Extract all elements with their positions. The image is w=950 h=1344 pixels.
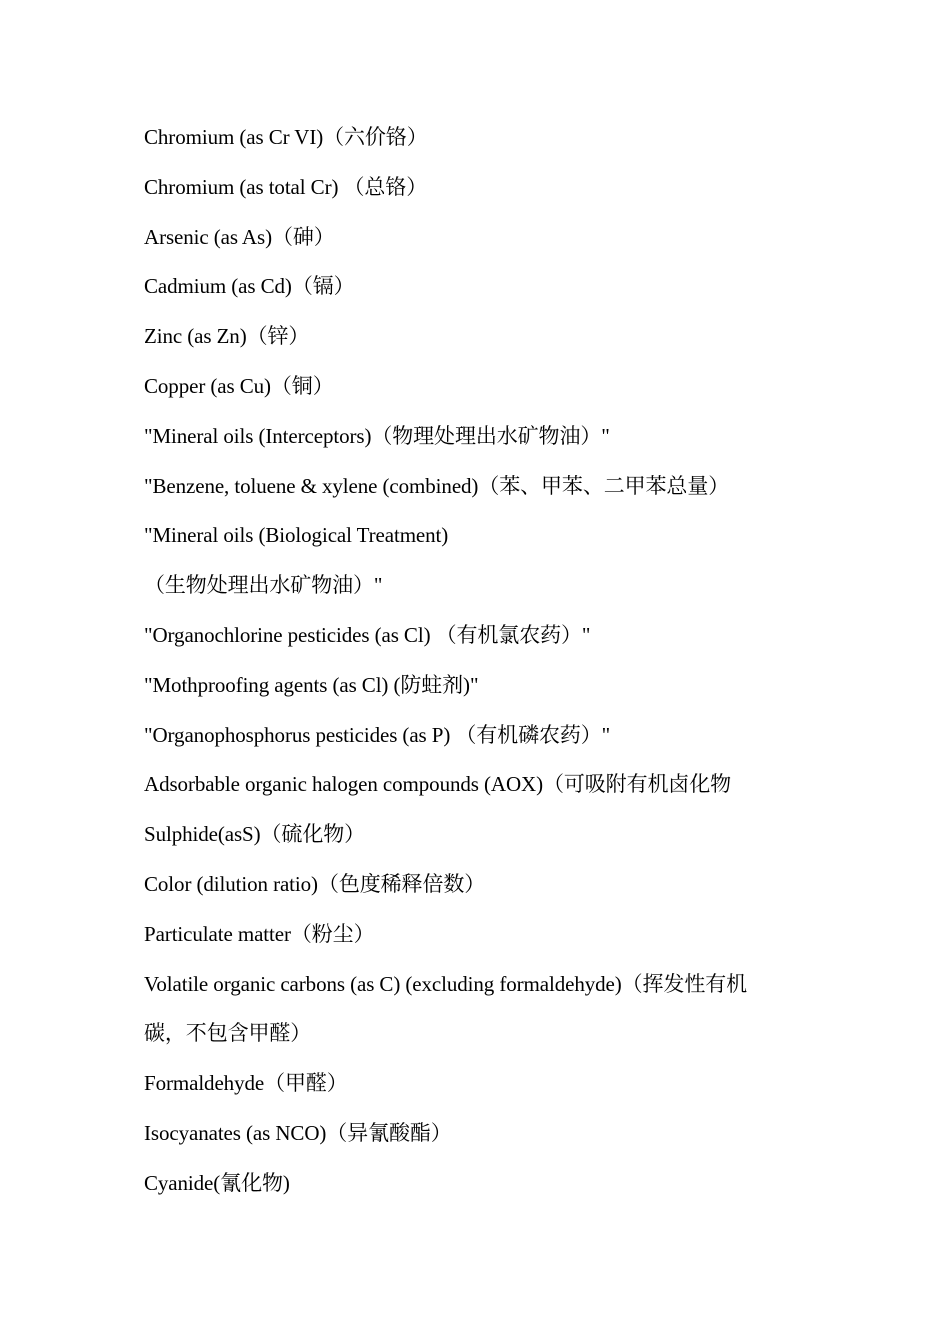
list-item: Sulphide(asS)（硫化物）	[144, 822, 366, 847]
list-item: Cyanide(氰化物)	[144, 1170, 290, 1195]
list-item: Adsorbable organic halogen compounds (AOX)（可吸附有机卤化物	[144, 772, 732, 797]
list-item: Chromium (as Cr VI)（六价铬）	[144, 125, 428, 149]
list-item: Zinc (as Zn)（锌）	[144, 324, 310, 349]
list-item: Chromium (as total Cr) （总铬）	[144, 174, 428, 199]
list-item: Color (dilution ratio)（色度稀释倍数）	[144, 871, 486, 896]
pollutant-list	[144, 117, 824, 1213]
list-item: 碳，不包含甲醛）	[144, 1021, 312, 1046]
list-item: "Benzene, toluene & xylene (combined)（苯、甲苯、二甲苯总量）	[144, 473, 730, 498]
list-item: Formaldehyde（甲醛）	[144, 1071, 348, 1096]
list-item: Arsenic (as As)（砷）	[144, 224, 335, 249]
list-item: "Organochlorine pesticides (as Cl) （有机氯农药）"	[144, 622, 591, 647]
list-item: "Organophosphorus pesticides (as P) （有机磷农药）"	[144, 722, 611, 747]
list-item: "Mineral oils (Interceptors)（物理处理出水矿物油）"	[144, 423, 610, 448]
list-item: Volatile organic carbons (as C) (excluding formaldehyde)（挥发性有机	[144, 971, 748, 996]
list-item: Copper (as Cu)（铜）	[144, 373, 334, 398]
list-item: Cadmium (as Cd)（镉）	[144, 274, 355, 299]
list-item: Isocyanates (as NCO)（异氰酸酯）	[144, 1120, 452, 1145]
list-item: "Mothproofing agents (as Cl) (防蛀剂)"	[144, 672, 479, 697]
list-item: "Mineral oils (Biological Treatment)	[144, 523, 449, 548]
list-item: （生物处理出水矿物油）"	[144, 573, 383, 598]
list-item: Particulate matter（粉尘）	[144, 921, 375, 946]
